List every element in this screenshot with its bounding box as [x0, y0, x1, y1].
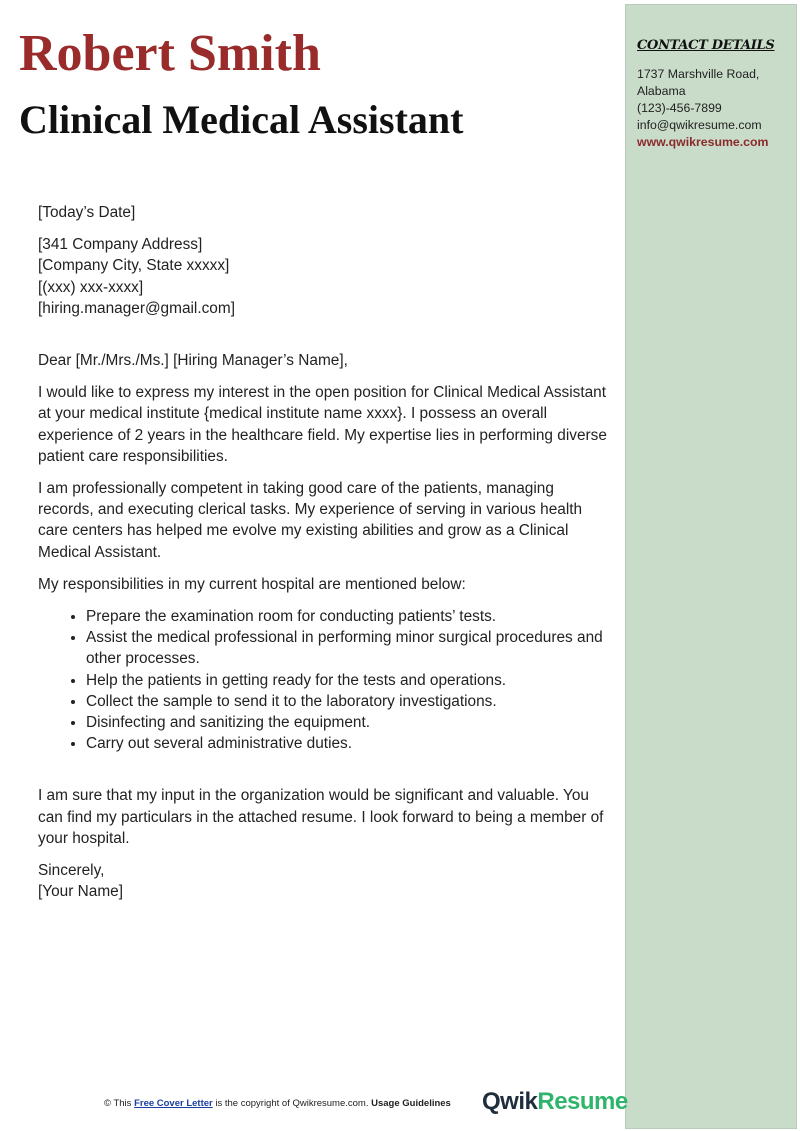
- contact-sidebar: [625, 4, 797, 1129]
- letter-body: [38, 202, 608, 902]
- list-item: • Prepare the examination room for conducting patients’ tests.: [86, 606, 608, 627]
- applicant-name: Robert Smith: [19, 25, 321, 82]
- usage-guidelines-link[interactable]: Usage Guidelines: [371, 1098, 451, 1109]
- paragraph: My responsibilities in my current hospital are mentioned below:: [38, 575, 466, 593]
- salutation: Dear [Mr./Mrs./Ms.] [Hiring Manager’s Name],: [38, 352, 348, 370]
- contact-phone: (123)-456-7899: [637, 101, 722, 115]
- contact-details: [637, 66, 768, 151]
- footer-middle: is the copyright of Qwikresume.com.: [215, 1098, 369, 1109]
- copyright-icon: ©: [104, 1098, 111, 1109]
- contact-address-line1: 1737 Marshville Road,: [637, 67, 760, 81]
- footer-prefix: This: [113, 1098, 132, 1109]
- logo-part2: Resume: [537, 1088, 628, 1115]
- list-item: • Collect the sample to send it to the laboratory investigations.: [86, 691, 608, 712]
- signoff: Sincerely,: [38, 862, 105, 880]
- job-title: Clinical Medical Assistant: [19, 97, 464, 142]
- recipient-line: [hiring.manager@gmail.com]: [38, 299, 235, 317]
- contact-website[interactable]: www.qwikresume.com: [637, 135, 769, 149]
- contact-email[interactable]: info@qwikresume.com: [637, 118, 762, 132]
- free-cover-letter-link[interactable]: Free Cover Letter: [134, 1098, 213, 1109]
- letter-date: [Today’s Date]: [38, 204, 136, 221]
- list-item: • Carry out several administrative duties.: [86, 733, 608, 754]
- signature: [Your Name]: [38, 883, 123, 901]
- contact-heading: CONTACT DETAILS: [637, 38, 775, 53]
- contact-address-line2: Alabama: [637, 84, 686, 98]
- recipient-line: [(xxx) xxx-xxxx]: [38, 278, 144, 296]
- paragraph: I am professionally competent in taking good care of the patients, managing records, and executing clerical tasks. My experience of serving in various health care centers has helped me evolve my existing abilities and grow as a Clinical Medical Assistant.: [38, 480, 583, 561]
- qwikresume-logo[interactable]: [482, 1088, 628, 1116]
- list-item: • Assist the medical professional in performing minor surgical procedures and other processes.: [86, 627, 608, 669]
- list-item: • Disinfecting and sanitizing the equipment.: [86, 712, 608, 733]
- recipient-line: [Company City, State xxxxx]: [38, 257, 230, 275]
- closing-paragraph: I am sure that my input in the organization would be significant and valuable. You can find my particulars in the attached resume. I look forward to being a member of your hospital.: [38, 787, 604, 847]
- footer-copyright: [104, 1098, 451, 1109]
- list-item: • Help the patients in getting ready for the tests and operations.: [86, 670, 608, 691]
- logo-part1: Qwik: [482, 1088, 538, 1115]
- recipient-line: [341 Company Address]: [38, 236, 203, 254]
- responsibilities-list: [38, 606, 608, 754]
- paragraph: I would like to express my interest in the open position for Clinical Medical Assistant at your medical institute {medical institute name xxxx}. I possess an overall experience of 2 years in the healthcare field. My expertise lies in performing diverse patient care responsibilities.: [38, 384, 607, 465]
